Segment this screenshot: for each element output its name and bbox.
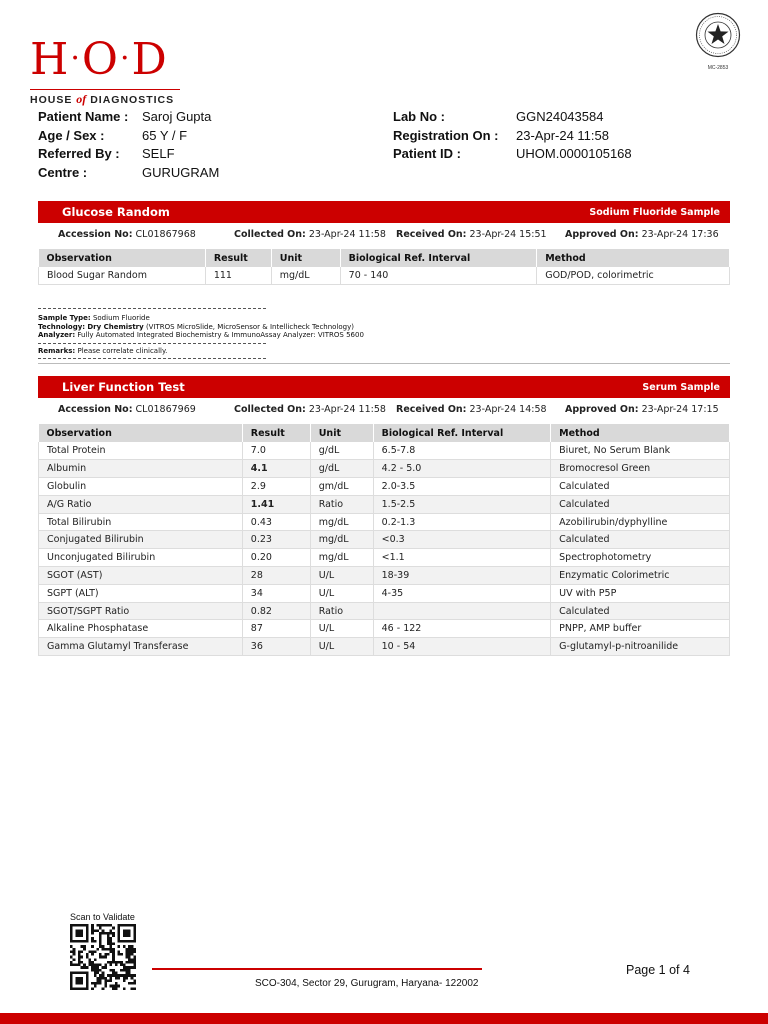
table-cell: Spectrophotometry	[551, 549, 730, 567]
collected-on: 23-Apr-24 11:58	[308, 229, 386, 240]
table-cell: Total Bilirubin	[39, 513, 243, 531]
table-cell: U/L	[310, 638, 373, 656]
table-row	[39, 531, 730, 549]
table-cell: 46 - 122	[373, 620, 551, 638]
table-cell: 2.9	[242, 478, 310, 496]
table-cell: 111	[205, 267, 271, 285]
table-cell: g/dL	[310, 460, 373, 478]
table-cell: mg/dL	[310, 531, 373, 549]
table-cell: 18-39	[373, 567, 551, 585]
table-cell	[373, 602, 551, 620]
accession-no: CL01867968	[135, 229, 196, 240]
table-cell: SGPT (ALT)	[39, 584, 243, 602]
patient-info-left	[38, 108, 219, 182]
lab-no-label: Lab No :	[393, 109, 445, 124]
lab-no: GGN24043584	[516, 109, 604, 124]
table-cell: Biuret, No Serum Blank	[551, 442, 730, 460]
table-row	[39, 584, 730, 602]
table-row	[39, 549, 730, 567]
age-sex: 65 Y / F	[142, 127, 188, 143]
table-cell: <1.1	[373, 549, 551, 567]
table-cell: Blood Sugar Random	[39, 267, 206, 285]
table-cell: 0.23	[242, 531, 310, 549]
column-header: Unit	[310, 424, 373, 442]
table-cell: 0.43	[242, 513, 310, 531]
table-row	[39, 567, 730, 585]
table-cell: Alkaline Phosphatase	[39, 620, 243, 638]
lft-meta: Accession No: CL01867969 Collected On: 23-Apr-24 11:58 Received On: 23-Apr-24 14:58 Approved On: 23-Apr-24 17:15	[58, 404, 719, 415]
registration-label: Registration On :	[393, 127, 499, 143]
table-row	[39, 513, 730, 531]
note-sample-type: Sodium Fluoride	[92, 314, 150, 322]
logo-wordmark: H·O·D	[30, 34, 168, 85]
table-cell: 0.2-1.3	[373, 513, 551, 531]
centre-label: Centre :	[38, 164, 88, 180]
table-cell: Enzymatic Colorimetric	[551, 567, 730, 585]
footer-bar	[0, 1013, 768, 1024]
column-header: Biological Ref. Interval	[373, 424, 551, 442]
registration-on: 23-Apr-24 11:58	[516, 127, 609, 143]
table-cell: 1.41	[242, 495, 310, 513]
page-number: Page 1 of 4	[626, 963, 690, 977]
table-cell: Azobilirubin/dyphylline	[551, 513, 730, 531]
lft-results-table	[38, 424, 730, 656]
sample-notes: Sample Type: Sodium Fluoride Technology: Dry Chemistry (VITROS MicroSlide, MicroSensor & Intellicheck Technology) Analyzer: Fully Automated Integrated Biochemistry & ImmunoAssay Analyzer: VITROS 5600 Remarks: Please correlate clinically.	[38, 308, 438, 359]
received-on: 23-Apr-24 14:58	[469, 404, 547, 415]
column-header: Method	[537, 249, 730, 267]
age-sex-label: Age / Sex :	[38, 127, 105, 143]
table-cell: 4.2 - 5.0	[373, 460, 551, 478]
note-analyzer: Fully Automated Integrated Biochemistry & ImmunoAssay Analyzer: VITROS 5600	[77, 331, 364, 339]
column-header: Method	[551, 424, 730, 442]
table-cell: 7.0	[242, 442, 310, 460]
lft-section-header	[38, 376, 730, 398]
table-cell: UV with P5P	[551, 584, 730, 602]
table-cell: 0.82	[242, 602, 310, 620]
patient-info-right	[393, 108, 632, 164]
centre: GURUGRAM	[142, 164, 220, 180]
table-row	[39, 267, 730, 285]
glucose-meta: Accession No: CL01867968 Collected On: 23-Apr-24 11:58 Received On: 23-Apr-24 15:51 Approved On: 23-Apr-24 17:36	[58, 229, 719, 240]
table-cell: Total Protein	[39, 442, 243, 460]
table-cell: Bromocresol Green	[551, 460, 730, 478]
table-cell: Calculated	[551, 531, 730, 549]
table-cell: Ratio	[310, 602, 373, 620]
table-cell: mg/dL	[310, 513, 373, 531]
table-cell: U/L	[310, 584, 373, 602]
table-cell: SGOT (AST)	[39, 567, 243, 585]
table-cell: g/dL	[310, 442, 373, 460]
table-cell: Conjugated Bilirubin	[39, 531, 243, 549]
column-header: Unit	[271, 249, 340, 267]
table-cell: 10 - 54	[373, 638, 551, 656]
table-cell: Globulin	[39, 478, 243, 496]
table-cell: SGOT/SGPT Ratio	[39, 602, 243, 620]
table-cell: Albumin	[39, 460, 243, 478]
qr-code-icon	[68, 924, 138, 990]
table-row	[39, 602, 730, 620]
table-cell: 4-35	[373, 584, 551, 602]
accession-no: CL01867969	[135, 404, 196, 415]
column-header: Observation	[39, 424, 243, 442]
column-header: Result	[242, 424, 310, 442]
sample-type: Sodium Fluoride Sample	[589, 206, 720, 218]
note-remarks: Please correlate clinically.	[77, 346, 168, 355]
table-cell: 34	[242, 584, 310, 602]
table-cell: Gamma Glutamyl Transferase	[39, 638, 243, 656]
hod-logo	[30, 34, 180, 107]
approved-on: 23-Apr-24 17:36	[641, 229, 719, 240]
table-row	[39, 638, 730, 656]
section-title: Liver Function Test	[62, 380, 185, 394]
section-divider	[38, 363, 730, 364]
table-cell: 36	[242, 638, 310, 656]
table-cell: Unconjugated Bilirubin	[39, 549, 243, 567]
lab-address: SCO-304, Sector 29, Gurugram, Haryana- 122002	[255, 978, 479, 989]
table-cell: U/L	[310, 567, 373, 585]
patient-name-label: Patient Name :	[38, 109, 129, 124]
accreditation-code: MC-2853	[707, 65, 729, 71]
table-cell: PNPP, AMP buffer	[551, 620, 730, 638]
table-row	[39, 442, 730, 460]
patient-id: UHOM.0000105168	[516, 146, 632, 161]
table-row	[39, 478, 730, 496]
column-header: Biological Ref. Interval	[340, 249, 537, 267]
referred-by-label: Referred By :	[38, 146, 120, 161]
footer-divider	[152, 968, 482, 970]
note-technology: (VITROS MicroSlide, MicroSensor & Intellicheck Technology)	[145, 322, 355, 331]
scan-to-validate-label: Scan to Validate	[70, 912, 135, 922]
table-cell: 6.5-7.8	[373, 442, 551, 460]
table-cell: 70 - 140	[340, 267, 537, 285]
sample-type: Serum Sample	[642, 381, 720, 393]
column-header: Observation	[39, 249, 206, 267]
patient-id-label: Patient ID :	[393, 146, 461, 161]
table-cell: Calculated	[551, 495, 730, 513]
logo-tagline: HOUSE of DIAGNOSTICS	[30, 89, 180, 107]
table-cell: mg/dL	[271, 267, 340, 285]
table-cell: 28	[242, 567, 310, 585]
table-cell: 87	[242, 620, 310, 638]
table-row	[39, 495, 730, 513]
table-cell: gm/dL	[310, 478, 373, 496]
patient-name: Saroj Gupta	[142, 109, 212, 124]
star-seal-icon	[695, 12, 741, 58]
section-title: Glucose Random	[62, 205, 170, 219]
table-cell: 1.5-2.5	[373, 495, 551, 513]
table-cell: 2.0-3.5	[373, 478, 551, 496]
table-cell: GOD/POD, colorimetric	[537, 267, 730, 285]
table-header-row	[39, 424, 730, 442]
table-cell: 4.1	[242, 460, 310, 478]
table-header-row	[39, 249, 730, 267]
received-on: 23-Apr-24 15:51	[469, 229, 547, 240]
table-cell: Calculated	[551, 602, 730, 620]
glucose-section-header	[38, 201, 730, 223]
table-cell: U/L	[310, 620, 373, 638]
table-cell: A/G Ratio	[39, 495, 243, 513]
table-row	[39, 620, 730, 638]
column-header: Result	[205, 249, 271, 267]
table-cell: G-glutamyl-p-nitroanilide	[551, 638, 730, 656]
table-cell: 0.20	[242, 549, 310, 567]
table-cell: <0.3	[373, 531, 551, 549]
approved-on: 23-Apr-24 17:15	[641, 404, 719, 415]
table-cell: mg/dL	[310, 549, 373, 567]
table-row	[39, 460, 730, 478]
table-cell: Ratio	[310, 495, 373, 513]
referred-by: SELF	[142, 146, 175, 161]
table-cell: Calculated	[551, 478, 730, 496]
collected-on: 23-Apr-24 11:58	[308, 404, 386, 415]
glucose-results-table	[38, 249, 730, 285]
